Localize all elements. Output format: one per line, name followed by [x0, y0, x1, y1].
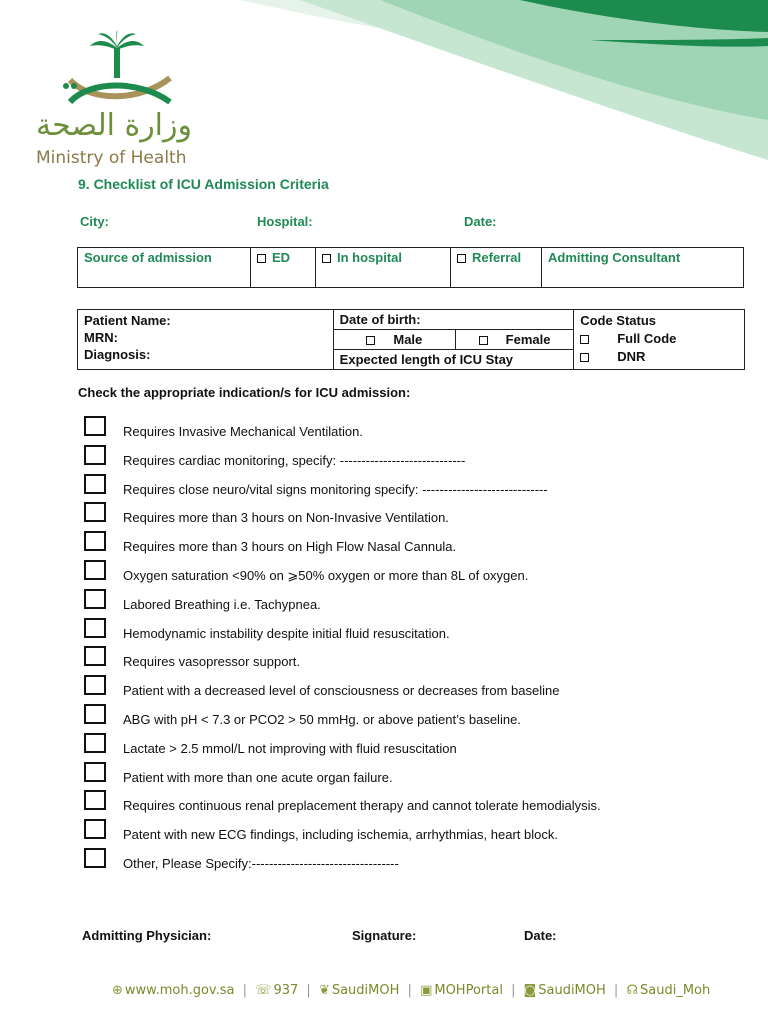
admission-source-table: [77, 247, 744, 288]
palm-swords-emblem: [30, 30, 210, 110]
indication-item[interactable]: Hemodynamic instability despite initial fluid resuscitation.: [84, 616, 744, 645]
source-referral[interactable]: Referral: [451, 248, 542, 288]
indication-checkbox[interactable]: [84, 733, 106, 753]
indication-item[interactable]: Oxygen saturation <90% on ⩾50% oxygen or more than 8L of oxygen.: [84, 558, 744, 587]
city-label: City:: [80, 214, 109, 229]
in-hospital-checkbox[interactable]: [322, 254, 331, 263]
diagnosis-label: Diagnosis:: [84, 347, 151, 362]
indication-item[interactable]: ABG with pH < 7.3 or PCO2 > 50 mmHg. or above patient’s baseline.: [84, 702, 744, 731]
dob-label: Date of birth:: [333, 310, 574, 330]
contact-bar: [112, 983, 710, 998]
twitter-handle[interactable]: SaudiMOH: [331, 983, 400, 998]
separator: |: [242, 983, 248, 998]
indication-item[interactable]: Requires close neuro/vital signs monitoring specify: -----------------------------: [84, 472, 744, 501]
globe-icon: ⊕: [112, 983, 123, 998]
admitting-consultant: Admitting Consultant: [542, 248, 744, 288]
indication-checkbox[interactable]: [84, 762, 106, 782]
snapchat-icon: ☊: [626, 983, 638, 998]
indication-item[interactable]: Requires more than 3 hours on High Flow Nasal Cannula.: [84, 529, 744, 558]
indication-checkbox[interactable]: [84, 589, 106, 609]
twitter-icon: ❦: [318, 983, 330, 998]
date-label: Date:: [464, 214, 497, 229]
code-status-label: Code Status: [580, 313, 657, 328]
logo-arabic-text: وزارة الصحة: [36, 108, 192, 143]
code-status-cell: [574, 310, 745, 370]
youtube-icon: ▣: [420, 983, 433, 998]
dnr-checkbox[interactable]: [580, 353, 589, 362]
source-label: Source of admission: [78, 248, 251, 288]
indication-item[interactable]: Requires continuous renal preplacement therapy and cannot tolerate hemodialysis.: [84, 788, 744, 817]
indications-list: [84, 414, 744, 875]
mrn-label: MRN:: [84, 330, 118, 345]
indication-item[interactable]: Requires cardiac monitoring, specify: -----------------------------: [84, 443, 744, 472]
indication-checkbox[interactable]: [84, 704, 106, 724]
male-option[interactable]: Male: [333, 330, 455, 350]
indication-item[interactable]: Labored Breathing i.e. Tachypnea.: [84, 587, 744, 616]
indication-checkbox[interactable]: [84, 819, 106, 839]
patient-identity-cell: [78, 310, 334, 370]
indication-item[interactable]: Requires more than 3 hours on Non-Invasive Ventilation.: [84, 500, 744, 529]
patient-name-label: Patient Name:: [84, 313, 171, 328]
indication-item[interactable]: Patent with new ECG findings, including ischemia, arrhythmias, heart block.: [84, 817, 744, 846]
source-in-hospital[interactable]: In hospital: [316, 248, 451, 288]
indication-checkbox[interactable]: [84, 848, 106, 868]
ed-checkbox[interactable]: [257, 254, 266, 263]
ministry-logo: [30, 30, 210, 170]
separator: |: [407, 983, 412, 998]
phone-number[interactable]: 937: [273, 983, 299, 998]
indication-checkbox[interactable]: [84, 560, 106, 580]
instagram-icon: ◙: [523, 983, 537, 998]
hospital-label: Hospital:: [257, 214, 313, 229]
form-title: 9. Checklist of ICU Admission Criteria: [78, 176, 329, 192]
logo-english-text: Ministry of Health: [36, 148, 187, 168]
indication-item[interactable]: Requires Invasive Mechanical Ventilation.: [84, 414, 744, 443]
patient-info-table: [77, 309, 745, 370]
full-code-checkbox[interactable]: [580, 335, 589, 344]
indication-item[interactable]: Requires vasopressor support.: [84, 644, 744, 673]
full-code-option[interactable]: Full Code: [580, 330, 738, 348]
separator: |: [511, 983, 516, 998]
phone-icon: ☏: [255, 983, 272, 998]
indication-checkbox[interactable]: [84, 646, 106, 666]
indication-checkbox[interactable]: [84, 618, 106, 638]
indication-item[interactable]: Lactate > 2.5 mmol/L not improving with fluid resuscitation: [84, 731, 744, 760]
indication-item[interactable]: Other, Please Specify:----------------------------------: [84, 846, 744, 875]
indication-checkbox[interactable]: [84, 445, 106, 465]
male-checkbox[interactable]: [366, 336, 375, 345]
expected-stay-label: Expected length of ICU Stay: [333, 350, 574, 370]
female-checkbox[interactable]: [479, 336, 488, 345]
indication-checkbox[interactable]: [84, 675, 106, 695]
footer-date-label: Date:: [524, 928, 557, 943]
source-ed[interactable]: ED: [251, 248, 316, 288]
snapchat-handle[interactable]: Saudi_Moh: [640, 983, 711, 998]
indication-checkbox[interactable]: [84, 790, 106, 810]
instruction-text: Check the appropriate indication/s for ICU admission:: [78, 385, 411, 400]
separator: |: [613, 983, 619, 998]
indication-checkbox[interactable]: [84, 416, 106, 436]
signature-label: Signature:: [352, 928, 417, 943]
indication-checkbox[interactable]: [84, 474, 106, 494]
youtube-handle[interactable]: MOHPortal: [434, 983, 503, 998]
website-link[interactable]: www.moh.gov.sa: [124, 983, 235, 998]
instagram-handle[interactable]: SaudiMOH: [538, 983, 606, 998]
female-option[interactable]: Female: [455, 330, 573, 350]
dnr-option[interactable]: DNR: [580, 348, 738, 366]
indication-checkbox[interactable]: [84, 502, 106, 522]
separator: |: [306, 983, 311, 998]
indication-item[interactable]: Patient with more than one acute organ failure.: [84, 760, 744, 789]
referral-checkbox[interactable]: [457, 254, 466, 263]
indication-checkbox[interactable]: [84, 531, 106, 551]
indication-item[interactable]: Patient with a decreased level of consciousness or decreases from baseline: [84, 673, 744, 702]
physician-label: Admitting Physician:: [82, 928, 212, 943]
